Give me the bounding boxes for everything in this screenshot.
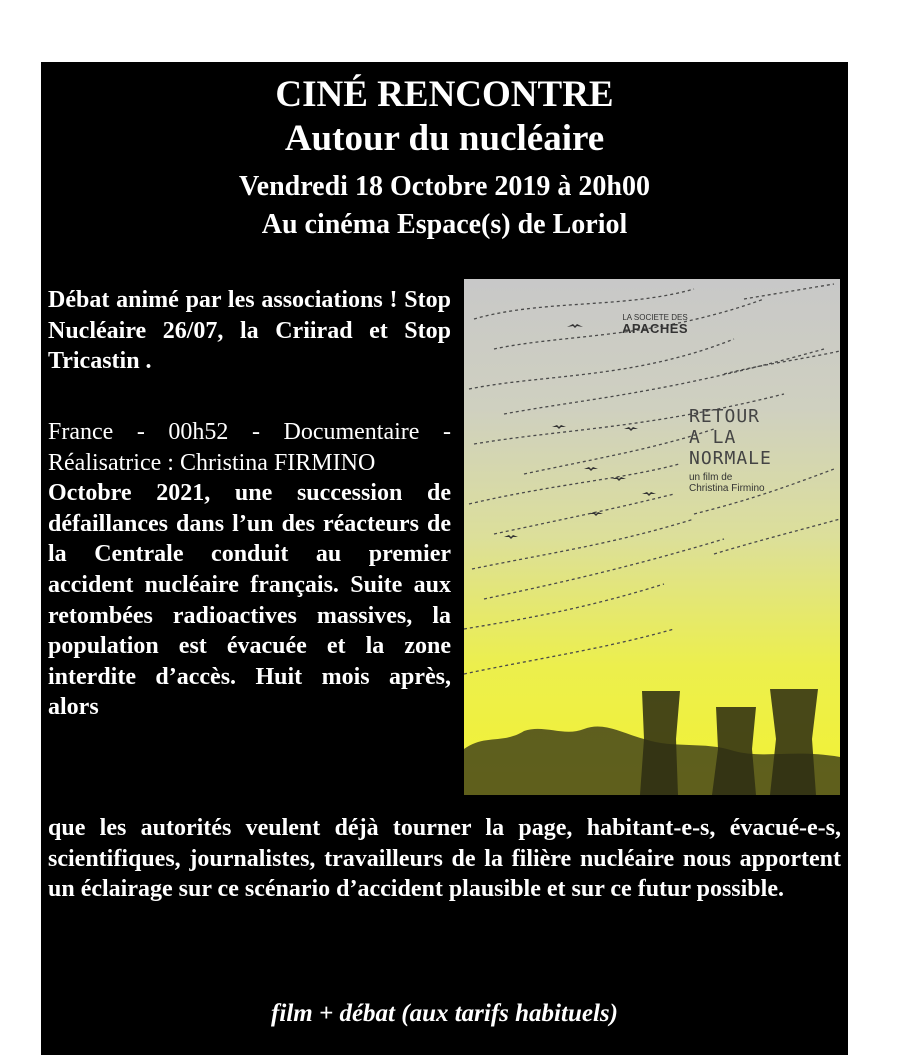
event-date: Vendredi 18 Octobre 2019 à 20h00 [239, 171, 650, 202]
studio-top: LA SOCIETE DES [622, 313, 688, 322]
poster-credit-line2: Christina Firmino [689, 483, 765, 494]
poster-title-line2: A LA [689, 427, 737, 448]
birds [504, 324, 656, 539]
studio-name: APACHES [622, 321, 689, 336]
studio-logo [622, 313, 688, 335]
poster-title-line3: NORMALE [689, 448, 772, 469]
event-title: CINÉ RENCONTRE [275, 74, 614, 115]
synopsis-continued: que les autorités veulent déjà tourner la page, habitant-e-s, évacué-e-s, scientifiques, journalistes, travailleurs de la filière nucléaire nous apportent un éclairage sur ce scénario d’accident plausible et sur ce futur possible. [48, 815, 841, 903]
film-info: France - 00h52 - Documentaire - Réalisatrice : Christina FIRMINO [48, 419, 451, 476]
poster-title-line1: RETOUR [689, 406, 761, 427]
film-poster [464, 279, 840, 795]
flight-trails [464, 284, 840, 674]
debate-intro [48, 285, 451, 377]
film-description [48, 417, 451, 723]
debate-intro-text: Débat animé par les associations ! Stop Nucléaire 26/07, la Criirad et Stop Tricastin . [48, 287, 451, 375]
poster-artwork [464, 279, 840, 795]
price-note: film + débat (aux tarifs habituels) [271, 1000, 618, 1027]
synopsis-column: Octobre 2021, une succession de défaillances dans l’un des réacteurs de la Centrale conduit au premier accident nucléaire français. Suite aux retombées radioactives massives, la population est évacuée et la zone interdite d’accès. Huit mois après, alors [48, 480, 451, 721]
event-theme: Autour du nucléaire [284, 118, 605, 159]
event-venue: Au cinéma Espace(s) de Loriol [261, 209, 628, 240]
poster-credit [689, 472, 765, 494]
poster-credit-line1: un film de [689, 472, 733, 483]
poster-title [689, 406, 772, 469]
event-flyer [41, 62, 848, 1055]
